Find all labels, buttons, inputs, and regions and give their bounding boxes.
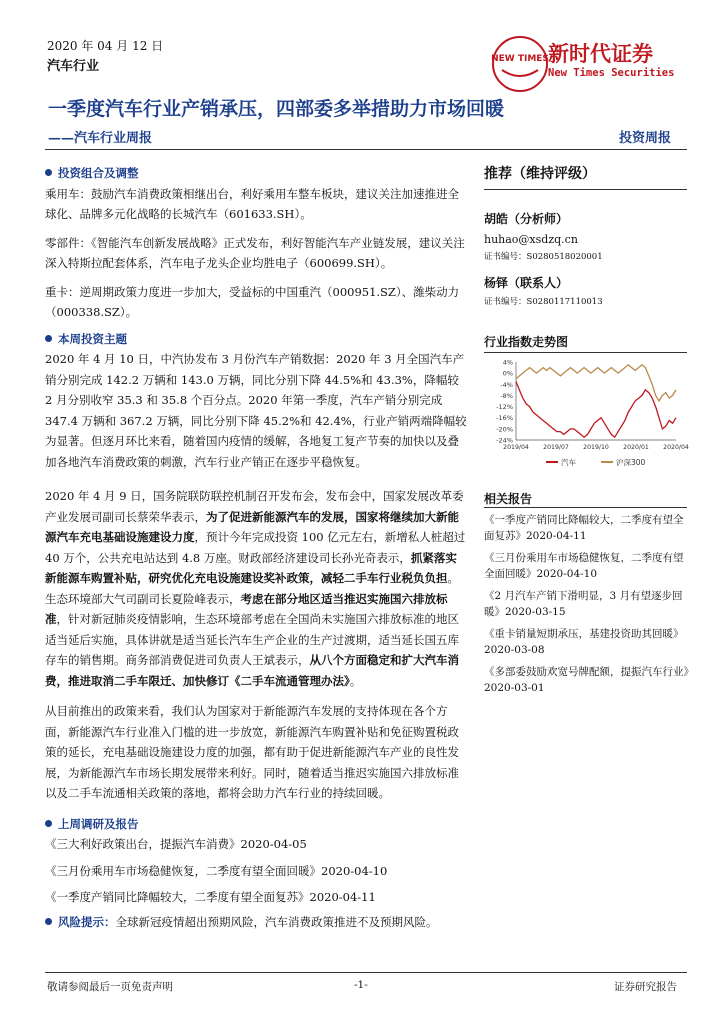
- related-reports-title: 相关报告: [484, 492, 533, 506]
- x-tick-label: 2020/04: [663, 444, 689, 451]
- section-heading-theme: 本周投资主题: [45, 329, 467, 350]
- series-line: [516, 382, 676, 438]
- y-tick-label: -8%: [500, 391, 513, 400]
- company-name-cn: 新时代证券: [548, 42, 653, 66]
- y-tick-label: -12%: [496, 403, 513, 412]
- section-heading-portfolio: 投资组合及调整: [45, 163, 467, 184]
- legend-label: 汽车: [561, 458, 576, 467]
- x-tick-label: 2019/10: [583, 444, 609, 451]
- y-tick-label: -4%: [500, 380, 513, 389]
- footer-disclaimer[interactable]: 敬请参阅最后一页免责声明: [47, 981, 173, 993]
- series-group: [516, 365, 676, 437]
- paragraph: 乘用车：鼓励汽车消费政策相继出台，利好乘用车整车板块，建议关注加速推进全球化、品牌多元化战略的长城汽车（601633.SH）。: [45, 186, 459, 221]
- x-tick-label: 2019/07: [543, 444, 569, 451]
- related-divider: [484, 507, 687, 508]
- analyst-cert: 证书编号：S0280518020001: [484, 252, 603, 262]
- contact-name: 杨铎（联系人）: [484, 276, 569, 290]
- analyst-block: [484, 210, 684, 307]
- page-number: -1-: [354, 979, 368, 991]
- y-tick-label: -20%: [496, 425, 513, 434]
- paragraph: 零部件：《智能汽车创新发展战略》正式发布，利好智能汽车产业链发展，建议关注深入特斯拉配套体系，汽车电子龙头企业均胜电子（600699.SH）。: [45, 235, 465, 270]
- y-tick-label: -16%: [496, 414, 513, 423]
- bullet-icon: [45, 169, 52, 176]
- bullet-icon: [45, 820, 52, 827]
- logo-badge-text: NEW TIMES: [491, 54, 549, 64]
- footer-divider: [45, 972, 687, 973]
- x-axis: [503, 440, 689, 451]
- chart-legend: [546, 457, 646, 467]
- list-item[interactable]: 《一季度产销同比降幅较大，二季度有望全面复苏》2020-04-11: [45, 890, 376, 904]
- analyst-email[interactable]: huhao@xsdzq.cn: [484, 233, 578, 246]
- report-type: 投资周报: [619, 131, 672, 146]
- bullet-icon: [45, 335, 52, 342]
- related-report-item[interactable]: 《三月份乘用车市场稳健恢复，二季度有望全面回暖》2020-04-10: [484, 552, 684, 580]
- related-reports-list: [484, 512, 689, 702]
- contact-cert: 证书编号：S0280117110013: [484, 297, 603, 307]
- logo-icon: [492, 36, 548, 92]
- y-tick-label: -24%: [496, 436, 513, 445]
- related-report-item[interactable]: 《重卡销量短期承压，基建投资助其回暖》2020-03-08: [484, 628, 684, 656]
- paragraph: 2020 年 4 月 10 日，中汽协发布 3 月份汽车产销数据：2020 年 3 月全国汽车产销分别完成 142.2 万辆和 143.0 万辆，同比分别下降 44.5%和 43.3%，降幅较 2 月分别收窄 35.3 和 35.8 个百分点。2020 年第一季度，汽车产销分别完成 347.4 万辆和 367.2 万辆，同比分别下降 45.2%和 42.4%，行业产销两端降幅较为显著。但逐月环比来看，随着国内疫情的缓解，各地复工复产节奏的加快以及叠加各地汽车消费政策的刺激，汽车行业产销正在逐步平稳恢复。: [45, 352, 467, 469]
- legend-label: 沪深300: [616, 458, 646, 467]
- y-tick-label: 4%: [502, 358, 513, 367]
- y-tick-label: 0%: [502, 369, 513, 378]
- related-report-item[interactable]: 《一季度产销同比降幅较大，二季度有望全面复苏》2020-04-11: [484, 514, 684, 542]
- list-item[interactable]: 《三月份乘用车市场稳健恢复，二季度有望全面回暖》2020-04-10: [45, 863, 388, 878]
- page-subtitle: ——汽车行业周报: [48, 131, 153, 146]
- x-tick-label: 2020/01: [623, 444, 649, 451]
- x-tick-label: 2019/04: [503, 444, 529, 451]
- section-heading-last-week: 上周调研及报告: [45, 814, 467, 835]
- analyst-name: 胡皓（分析师）: [484, 212, 569, 226]
- risk-warning: 风险提示：全球新冠疫情超出预期风险，汽车消费政策推进不及预期风险。: [45, 912, 467, 933]
- chart-divider: [484, 352, 687, 353]
- paragraph: 从目前推出的政策来看，我们认为国家对于新能源汽车发展的支持体现在各个方面，新能源汽车行业准入门槛的进一步放宽，新能源汽车购置补贴和免征购置税政策的延长，充电基础设施建设力度的加强，都有助于促进新能源汽车产业的良性发展，为新能源汽车市场长期发展带来利好。同时，随着适当推迟实施国六排放标准以及二手车流通相关政策的落地，都将会助力汽车行业的持续回暖。: [45, 704, 459, 800]
- related-report-item[interactable]: 《多部委鼓励欢宽号牌配额，提振汽车行业》2020-03-01: [484, 666, 689, 694]
- chart-title: 行业指数走势图: [484, 335, 569, 349]
- related-report-item[interactable]: 《2 月汽车产销下滑明显，3 月有望逐步回暖》2020-03-15: [484, 590, 683, 618]
- index-trend-chart: [484, 356, 689, 474]
- industry-label: 汽车行业: [47, 59, 100, 74]
- footer-doc-type: 证券研究报告: [614, 981, 677, 993]
- header-divider: [45, 149, 687, 150]
- bullet-icon: [45, 918, 52, 925]
- y-axis: [496, 359, 516, 445]
- rating-label: 推荐（维持评级）: [484, 166, 596, 182]
- list-item[interactable]: 《三大利好政策出台，提振汽车消费》2020-04-05: [45, 837, 307, 851]
- company-name-en: New Times Securities: [548, 67, 675, 79]
- paragraph: 重卡：逆周期政策力度进一步加大，受益标的中国重汽（000951.SZ）、潍柴动力（000338.SZ）。: [45, 284, 460, 319]
- report-date: 2020 年 04 月 12 日: [47, 39, 164, 53]
- main-column: [45, 163, 467, 932]
- series-line: [516, 365, 676, 401]
- rating-divider: [484, 189, 687, 190]
- page-title: 一季度汽车行业产销承压，四部委多举措助力市场回暖: [48, 98, 505, 120]
- paragraph: 2020 年 4 月 9 日，国务院联防联控机制召开发布会，发布会中，国家发展改革委产业发展司副司长蔡荣华表示，为了促进新能源汽车的发展，国家将继续加大新能源汽车充电基础设施建设力度，预计今年完成投资 100 亿元左右，新增私人桩超过 40 万个，公共充电站达到 4.8 万座。财政部经济建设司长孙光奇表示，抓紧落实新能源车购置补贴，研究优化充电设施建设奖补政策，减轻二手车行业税负负担。生态环境部大气司副司长夏险峰表示，考虑在部分地区适当推迟实施国六排放标准，针对新冠肺炎疫情影响，生态环境部考虑在全国尚未实施国六排放标准的地区适当延后实施，具体讲就是适当延长汽车生产企业的生产过渡期，适当延长国五库存车的销售期。商务部消费促进司负责人王斌表示，从八个方面稳定和扩大汽车消费，推进取消二手车限迁、加快修订《二手车流通管理办法》。: [45, 489, 466, 688]
